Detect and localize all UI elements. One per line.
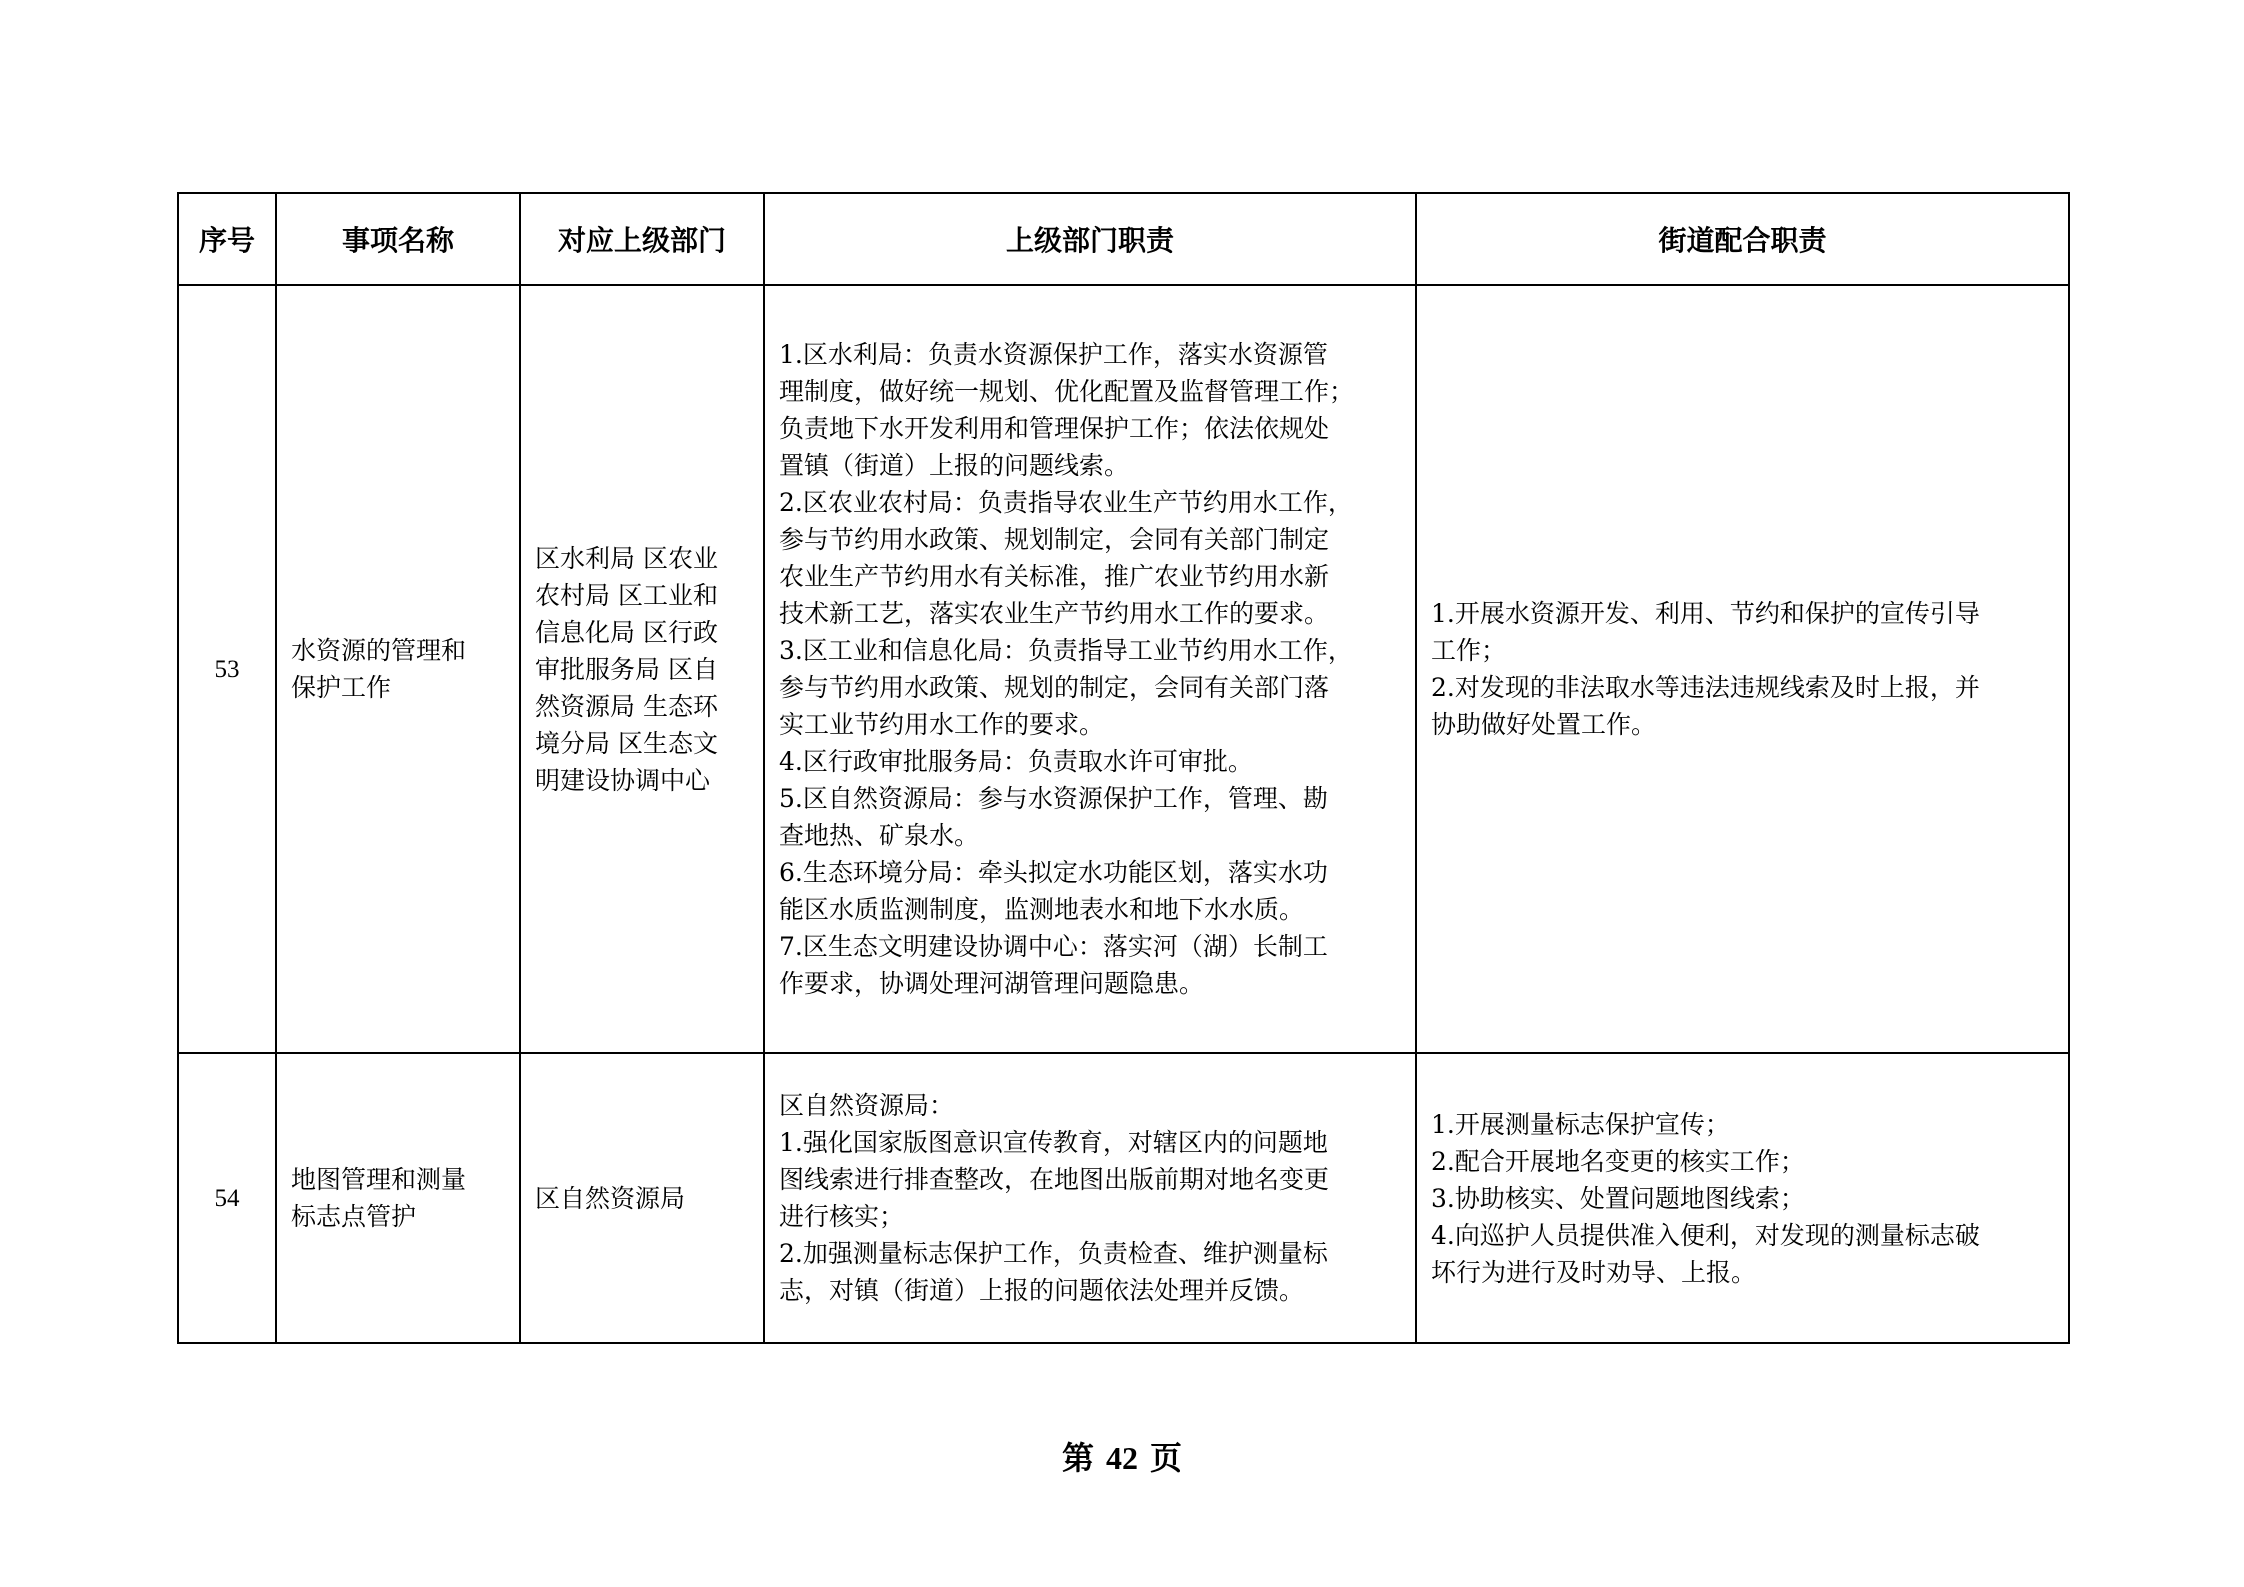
page-number-value: 42 xyxy=(1106,1440,1138,1476)
text-line: 1.强化国家版图意识宣传教育，对辖区内的问题地 xyxy=(779,1128,1328,1157)
text-line: 工作； xyxy=(1431,636,1507,665)
row-street-duties xyxy=(1416,1053,2069,1343)
text-line: 置镇（街道）上报的问题线索。 xyxy=(779,451,1130,480)
text-line: 区水利局 区农业 xyxy=(535,543,718,573)
text-line: 3.协助核实、处置问题地图线索； xyxy=(1431,1183,1805,1213)
text-line: 保护工作 xyxy=(291,673,392,702)
text-line: 技术新工艺，落实农业生产节约用水工作的要求。 xyxy=(779,599,1330,628)
text-line: 2.区农业农村局：负责指导农业生产节约用水工作， xyxy=(779,488,1353,517)
text-line: 1.区水利局：负责水资源保护工作，落实水资源管 xyxy=(779,340,1328,369)
text-line: 明建设协调中心 xyxy=(535,765,711,795)
text-line: 2.配合开展地名变更的核实工作； xyxy=(1431,1146,1805,1176)
page-number-prefix: 第 xyxy=(1061,1439,1094,1477)
text-line: 审批服务局 区自 xyxy=(535,654,718,684)
header-index: 序号 xyxy=(178,193,276,285)
text-line: 地图管理和测量 xyxy=(291,1165,467,1194)
header-upper-duties: 上级部门职责 xyxy=(764,193,1416,285)
text-line: 进行核实； xyxy=(779,1202,905,1231)
text-line: 4.区行政审批服务局：负责取水许可审批。 xyxy=(779,747,1253,776)
text-line: 作要求，协调处理河湖管理问题隐患。 xyxy=(779,969,1205,998)
text-line: 协助做好处置工作。 xyxy=(1431,710,1657,739)
page-number-suffix: 页 xyxy=(1150,1439,1183,1477)
text-line: 6.生态环境分局：牵头拟定水功能区划，落实水功 xyxy=(779,858,1328,887)
text-line: 志，对镇（街道）上报的问题依法处理并反馈。 xyxy=(779,1276,1305,1305)
row-index: 53 xyxy=(178,285,276,1053)
text-line: 查地热、矿泉水。 xyxy=(779,821,980,850)
text-line: 4.向巡护人员提供准入便利，对发现的测量标志破 xyxy=(1431,1220,1980,1250)
row-upper-duties xyxy=(764,1053,1416,1343)
text-line: 坏行为进行及时劝导、上报。 xyxy=(1431,1257,1757,1287)
text-line: 农业生产节约用水有关标准，推广农业节约用水新 xyxy=(779,562,1330,591)
text-line: 2.对发现的非法取水等违法违规线索及时上报，并 xyxy=(1431,673,1980,702)
row-item-name xyxy=(276,1053,520,1343)
row-street-duties xyxy=(1416,285,2069,1053)
text-line: 区自然资源局 xyxy=(535,1183,686,1213)
text-line: 标志点管护 xyxy=(291,1202,417,1231)
table-row xyxy=(178,1053,2069,1343)
row-index: 54 xyxy=(178,1053,276,1343)
text-line: 图线索进行排查整改，在地图出版前期对地名变更 xyxy=(779,1165,1330,1194)
text-line: 1.开展测量标志保护宣传； xyxy=(1431,1109,1730,1139)
header-item-name: 事项名称 xyxy=(276,193,520,285)
text-line: 区自然资源局： xyxy=(779,1091,955,1120)
row-item-name xyxy=(276,285,520,1053)
header-upper-department: 对应上级部门 xyxy=(520,193,764,285)
text-line: 2.加强测量标志保护工作，负责检查、维护测量标 xyxy=(779,1239,1328,1268)
text-line: 参与节约用水政策、规划的制定，会同有关部门落 xyxy=(779,673,1330,702)
text-line: 参与节约用水政策、规划制定，会同有关部门制定 xyxy=(779,525,1330,554)
text-line: 能区水质监测制度，监测地表水和地下水水质。 xyxy=(779,895,1305,924)
text-line: 境分局 区生态文 xyxy=(535,728,718,758)
text-line: 水资源的管理和 xyxy=(291,636,467,665)
text-line: 负责地下水开发利用和管理保护工作；依法依规处 xyxy=(779,414,1330,443)
text-line: 信息化局 区行政 xyxy=(535,617,718,647)
text-line: 5.区自然资源局：参与水资源保护工作，管理、勘 xyxy=(779,784,1328,813)
duties-table xyxy=(177,192,2070,1344)
text-line: 7.区生态文明建设协调中心：落实河（湖）长制工 xyxy=(779,932,1328,961)
text-line: 然资源局 生态环 xyxy=(535,691,718,721)
text-line: 1.开展水资源开发、利用、节约和保护的宣传引导 xyxy=(1431,599,1980,628)
text-line: 3.区工业和信息化局：负责指导工业节约用水工作， xyxy=(779,636,1353,665)
table-row xyxy=(178,285,2069,1053)
text-line: 理制度，做好统一规划、优化配置及监督管理工作； xyxy=(779,377,1355,406)
page-number xyxy=(0,1433,2244,1479)
text-line: 农村局 区工业和 xyxy=(535,580,718,610)
row-upper-duties xyxy=(764,285,1416,1053)
text-line: 实工业节约用水工作的要求。 xyxy=(779,710,1105,739)
row-departments xyxy=(520,285,764,1053)
header-street-duties: 街道配合职责 xyxy=(1416,193,2069,285)
header-row xyxy=(178,193,2069,285)
row-departments xyxy=(520,1053,764,1343)
